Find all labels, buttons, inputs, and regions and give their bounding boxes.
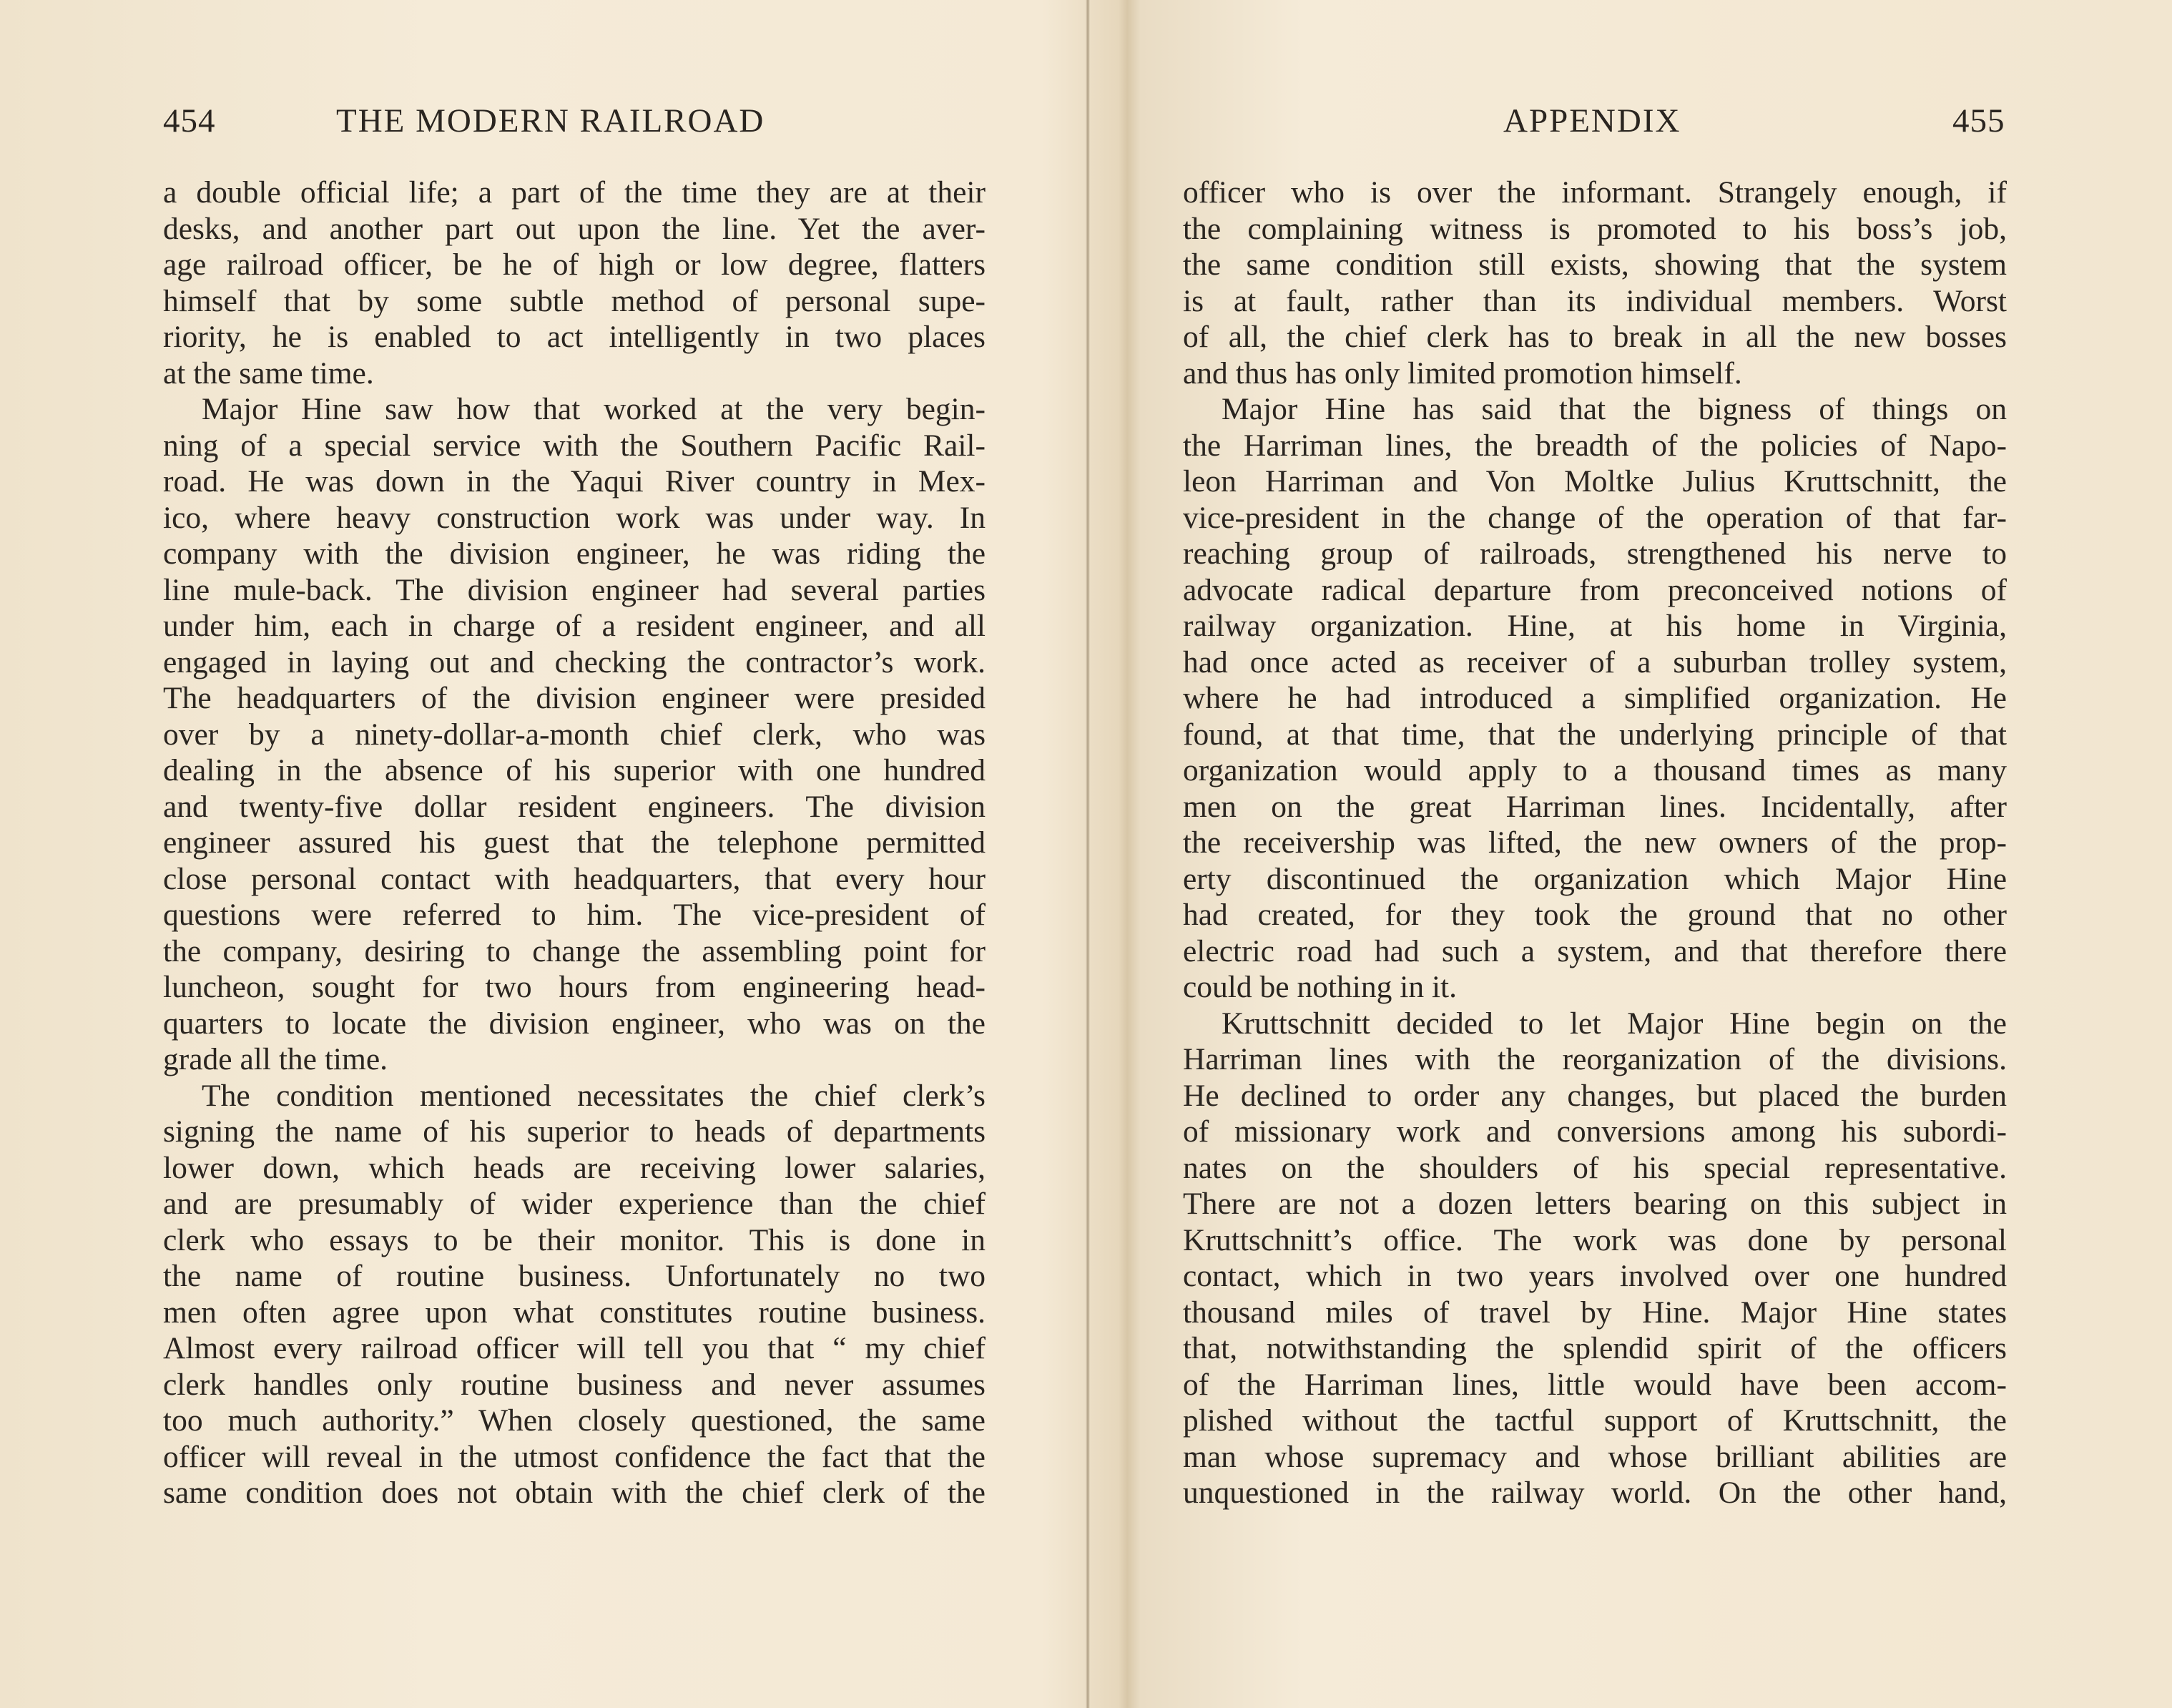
text-line: the Harriman lines, the breadth of the policies of Napo-	[1183, 428, 2007, 463]
text-line: officer who is over the informant. Strangely enough, if	[1183, 175, 2007, 210]
text-line: line mule-back. The division engineer had several parties	[163, 572, 986, 607]
text-line: clerk handles only routine business and never assumes	[163, 1367, 986, 1402]
text-line: vice-president in the change of the operation of that far-	[1183, 500, 2007, 535]
text-line: Major Hine saw how that worked at the very begin-	[202, 392, 986, 426]
text-line: found, at that time, that the underlying principle of that	[1183, 717, 2007, 752]
text-line: signing the name of his superior to heads of departments	[163, 1114, 986, 1149]
text-line: close personal contact with headquarters, that every hour	[163, 861, 986, 896]
text-line: desks, and another part out upon the line. Yet the aver-	[163, 211, 986, 246]
text-line: electric road had such a system, and that therefore there	[1183, 933, 2007, 968]
text-line: thousand miles of travel by Hine. Major Hine states	[1183, 1295, 2007, 1330]
text-line: Almost every railroad officer will tell you that “ my chief	[163, 1331, 986, 1365]
text-line: He declined to order any changes, but placed the burden	[1183, 1078, 2007, 1113]
text-line: quarters to locate the division engineer, who was on the	[163, 1006, 986, 1041]
text-line: lower down, which heads are receiving lower salaries,	[163, 1150, 986, 1185]
text-line: ico, where heavy construction work was under way. In	[163, 500, 986, 535]
page-number: 454	[163, 102, 216, 139]
text-line: engineer assured his guest that the telephone permitted	[163, 825, 986, 860]
text-line: road. He was down in the Yaqui River country in Mex-	[163, 464, 986, 499]
body-text	[1183, 175, 2007, 1511]
text-line: dealing in the absence of his superior with one hundred	[163, 753, 986, 787]
text-line: the complaining witness is promoted to his boss’s job,	[1183, 211, 2007, 246]
text-line: had created, for they took the ground that no other	[1183, 898, 2007, 932]
page-number: 455	[1952, 102, 2005, 139]
text-line: erty discontinued the organization which Major Hine	[1183, 861, 2007, 896]
text-line: of missionary work and conversions among his subordi-	[1183, 1114, 2007, 1149]
running-head: APPENDIX	[1503, 102, 1681, 139]
text-line: Kruttschnitt’s office. The work was done by personal	[1183, 1222, 2007, 1257]
text-line: ning of a special service with the Southern Pacific Rail-	[163, 428, 986, 463]
text-line: at the same time.	[163, 355, 374, 391]
text-line: of all, the chief clerk has to break in all the new bosses	[1183, 320, 2007, 354]
text-line: grade all the time.	[163, 1042, 388, 1076]
text-line: unquestioned in the railway world. On the other hand,	[1183, 1476, 2007, 1510]
text-line: the company, desiring to change the assembling point for	[163, 933, 986, 968]
text-line: under him, each in charge of a resident engineer, and all	[163, 609, 986, 643]
text-line: could be nothing in it.	[1183, 970, 1458, 1004]
text-line: Major Hine has said that the bigness of things on	[1222, 392, 2007, 426]
text-line: same condition does not obtain with the chief clerk of the	[163, 1476, 986, 1510]
text-line: had once acted as receiver of a suburban trolley system,	[1183, 644, 2007, 679]
text-line: where he had introduced a simplified organization. He	[1183, 681, 2007, 715]
text-line: a double official life; a part of the time they are at their	[163, 175, 986, 210]
text-line: engaged in laying out and checking the contractor’s work.	[163, 644, 986, 679]
text-line: officer will reveal in the utmost confidence the fact that the	[163, 1439, 986, 1474]
text-line: contact, which in two years involved over one hundred	[1183, 1259, 2007, 1293]
text-line: riority, he is enabled to act intelligently in two places	[163, 320, 986, 354]
text-line: of the Harriman lines, little would have been accom-	[1183, 1367, 2007, 1402]
text-line: organization would apply to a thousand times as many	[1183, 753, 2007, 787]
text-line: company with the division engineer, he was riding the	[163, 536, 986, 571]
text-line: railway organization. Hine, at his home in Virginia,	[1183, 609, 2007, 643]
text-line: himself that by some subtle method of personal supe-	[163, 283, 986, 318]
text-line: nates on the shoulders of his special representative.	[1183, 1150, 2007, 1185]
text-line: questions were referred to him. The vice-president of	[163, 898, 986, 932]
text-line: is at fault, rather than its individual members. Worst	[1183, 283, 2007, 318]
text-line: too much authority.” When closely questioned, the same	[163, 1403, 986, 1438]
text-line: the same condition still exists, showing that the system	[1183, 247, 2007, 282]
body-text	[163, 175, 986, 1511]
text-line: and twenty-five dollar resident engineers. The division	[163, 789, 986, 824]
right-page	[1090, 0, 2172, 1708]
text-line: men on the great Harriman lines. Incidentally, after	[1183, 789, 2007, 824]
text-line: Harriman lines with the reorganization of the divisions.	[1183, 1042, 2007, 1076]
text-line: luncheon, sought for two hours from engineering head-	[163, 970, 986, 1004]
text-line: clerk who essays to be their monitor. This is done in	[163, 1222, 986, 1257]
text-line: and thus has only limited promotion himself.	[1183, 355, 1742, 391]
text-line: age railroad officer, be he of high or low degree, flatters	[163, 247, 986, 282]
text-line: over by a ninety-dollar-a-month chief clerk, who was	[163, 717, 986, 752]
text-line: that, notwithstanding the splendid spirit of the officers	[1183, 1331, 2007, 1365]
text-line: The headquarters of the division engineer were presided	[163, 681, 986, 715]
text-line: man whose supremacy and whose brilliant abilities are	[1183, 1439, 2007, 1474]
text-line: Kruttschnitt decided to let Major Hine begin on the	[1222, 1006, 2007, 1041]
text-line: reaching group of railroads, strengthened his nerve to	[1183, 536, 2007, 571]
text-line: advocate radical departure from preconceived notions of	[1183, 572, 2007, 607]
text-line: the receivership was lifted, the new owners of the prop-	[1183, 825, 2007, 860]
text-line: and are presumably of wider experience than the chief	[163, 1187, 986, 1221]
text-line: plished without the tactful support of Kruttschnitt, the	[1183, 1403, 2007, 1438]
text-line: There are not a dozen letters bearing on this subject in	[1183, 1187, 2007, 1221]
text-line: men often agree upon what constitutes routine business.	[163, 1295, 986, 1330]
text-line: The condition mentioned necessitates the chief clerk’s	[202, 1078, 986, 1113]
running-head: THE MODERN RAILROAD	[336, 102, 765, 139]
text-line: the name of routine business. Unfortunately no two	[163, 1259, 986, 1293]
text-line: leon Harriman and Von Moltke Julius Kruttschnitt, the	[1183, 464, 2007, 499]
